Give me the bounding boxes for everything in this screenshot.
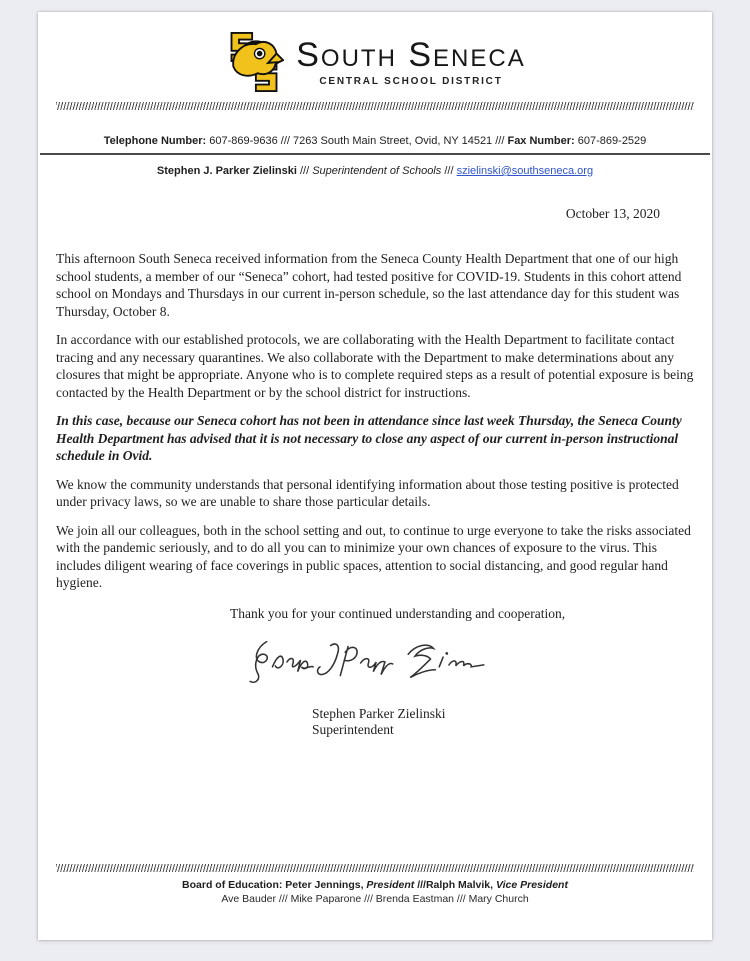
- fax-label: Fax Number:: [507, 135, 575, 147]
- phone-and-address: 607-869-9636 /// 7263 South Main Street, Ovid, NY 14521 ///: [209, 135, 505, 147]
- paragraph-3-emphasis: In this case, because our Seneca cohort has not been in attendance since last week Thursday, the Seneca County Health Department has advised that it is not necessary to close any aspect of our current in-person instructional schedule in Ovid.: [56, 413, 682, 463]
- superintendent-email-link[interactable]: szielinski@southseneca.org: [456, 165, 594, 177]
- paragraph-2: In accordance with our established protocols, we are collaborating with the Health Department to facilitate contact tracing and any necessary quarantines. We also collaborate with the Department to make determinations about any closures that might be appropriate. Anyone who is to complete required steps as a result of potential exposure is being contacted by the Health Department or by the school district for instructions.: [56, 332, 694, 400]
- separator: ///: [444, 165, 454, 177]
- page-footer: [56, 856, 694, 906]
- board-member: Peter Jennings,: [285, 879, 364, 891]
- superintendent-name: Stephen J. Parker Zielinski: [156, 165, 297, 177]
- board-of-education-line: [56, 879, 694, 892]
- signature-block: [312, 706, 694, 738]
- signer-title: Superintendent: [312, 721, 394, 737]
- board-member: ///Ralph Malvik,: [417, 879, 494, 891]
- decorative-hatch-rule-top: [56, 102, 694, 110]
- signer-name: Stephen Parker Zielinski: [312, 705, 446, 721]
- letter-date: October 13, 2020: [565, 206, 660, 221]
- board-title: Vice President: [495, 879, 568, 891]
- paragraph-1: This afternoon South Seneca received information from the Seneca County Health Department that one of our high school students, a member of our “Seneca” cohort, had tested positive for COVID-19. Students in this cohort attend school on Mondays and Thursdays in our current in-person schedule, so the last attendance day for this student was Thursday, October 8.: [56, 251, 682, 319]
- board-label: Board of Education:: [182, 879, 283, 891]
- district-name: South Seneca: [296, 35, 526, 74]
- board-title: President: [366, 879, 415, 891]
- board-members-line: Ave Bauder /// Mike Paparone /// Brenda Eastman /// Mary Church: [221, 893, 529, 905]
- district-logo: [56, 30, 694, 94]
- separator: ///: [299, 165, 310, 177]
- district-subtitle: CENTRAL SCHOOL DISTRICT: [319, 75, 503, 87]
- paragraph-4: We know the community understands that personal identifying information about those testing positive is protected under privacy laws, so we are unable to share those particular details.: [56, 476, 679, 509]
- falcon-ss-logo-icon: [224, 30, 284, 94]
- superintendent-role: Superintendent of Schools: [312, 165, 442, 177]
- letter-page: [38, 12, 712, 940]
- closing-line: Thank you for your continued understanding and cooperation,: [230, 605, 566, 621]
- superintendent-line: [56, 164, 694, 178]
- paragraph-5: We join all our colleagues, both in the school setting and out, to continue to urge everyone to take the risks associated with the pandemic seriously, and to do all you can to minimize your own chances of exposure to the virus. This includes diligent wearing of face coverings in public spaces, attention to social distancing, and good regular hand hygiene.: [56, 522, 691, 590]
- horizontal-rule: [40, 153, 710, 155]
- contact-info-line: [56, 134, 694, 148]
- fax-number: 607-869-2529: [577, 135, 647, 147]
- handwritten-signature: [244, 630, 489, 694]
- phone-label: Telephone Number:: [103, 135, 207, 147]
- decorative-hatch-rule-bottom: [56, 864, 694, 872]
